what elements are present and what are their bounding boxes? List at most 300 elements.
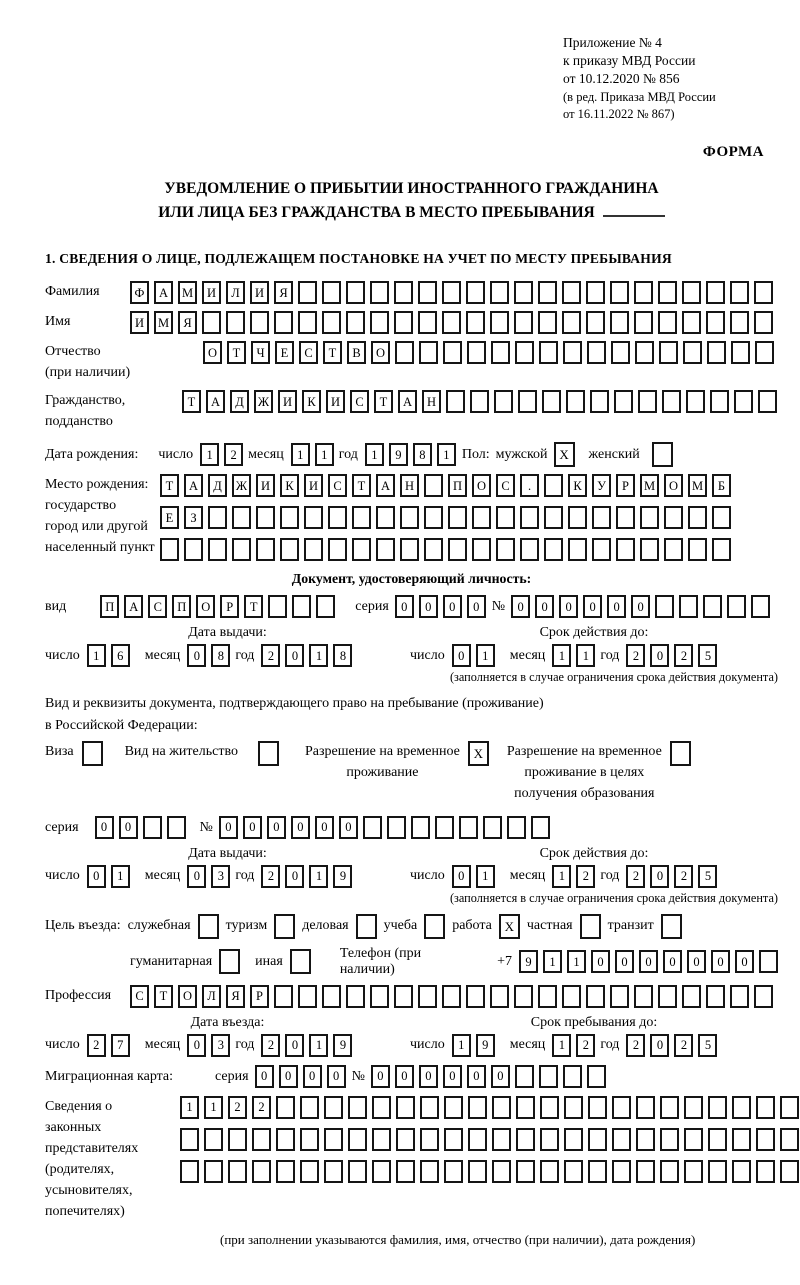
char-cell[interactable] bbox=[442, 985, 461, 1008]
char-cell[interactable] bbox=[467, 341, 486, 364]
char-cell[interactable] bbox=[202, 311, 221, 334]
char-cell[interactable]: И bbox=[130, 311, 149, 334]
char-cell[interactable] bbox=[298, 985, 317, 1008]
char-cell[interactable] bbox=[538, 281, 557, 304]
char-cell[interactable] bbox=[564, 1160, 583, 1183]
char-cell[interactable] bbox=[635, 341, 654, 364]
char-cell[interactable] bbox=[82, 741, 103, 766]
char-cell[interactable] bbox=[492, 1096, 511, 1119]
char-cell[interactable] bbox=[370, 985, 389, 1008]
char-cell[interactable]: М bbox=[688, 474, 707, 497]
char-cell[interactable]: Р bbox=[220, 595, 239, 618]
char-cell[interactable] bbox=[754, 985, 773, 1008]
char-cell[interactable] bbox=[363, 816, 382, 839]
char-cell[interactable] bbox=[652, 442, 673, 467]
char-cell[interactable]: 1 bbox=[476, 865, 495, 888]
char-cell[interactable]: 0 bbox=[650, 865, 669, 888]
char-cell[interactable]: А bbox=[184, 474, 203, 497]
char-cell[interactable]: 0 bbox=[219, 816, 238, 839]
char-cell[interactable] bbox=[516, 1160, 535, 1183]
char-cell[interactable] bbox=[610, 281, 629, 304]
char-cell[interactable]: 0 bbox=[663, 950, 682, 973]
char-cell[interactable]: 0 bbox=[711, 950, 730, 973]
char-cell[interactable] bbox=[418, 985, 437, 1008]
char-cell[interactable] bbox=[184, 538, 203, 561]
char-cell[interactable]: 5 bbox=[698, 1034, 717, 1057]
char-cell[interactable] bbox=[252, 1128, 271, 1151]
char-cell[interactable] bbox=[660, 1096, 679, 1119]
char-cell[interactable]: 1 bbox=[552, 865, 571, 888]
char-cell[interactable]: 0 bbox=[279, 1065, 298, 1088]
char-cell[interactable] bbox=[539, 341, 558, 364]
char-cell[interactable]: 0 bbox=[187, 1034, 206, 1057]
char-cell[interactable] bbox=[514, 311, 533, 334]
char-cell[interactable] bbox=[706, 311, 725, 334]
char-cell[interactable] bbox=[514, 281, 533, 304]
char-cell[interactable] bbox=[658, 281, 677, 304]
char-cell[interactable]: 3 bbox=[211, 865, 230, 888]
char-cell[interactable]: П bbox=[448, 474, 467, 497]
char-cell[interactable] bbox=[372, 1096, 391, 1119]
char-cell[interactable] bbox=[514, 985, 533, 1008]
char-cell[interactable] bbox=[636, 1128, 655, 1151]
char-cell[interactable] bbox=[446, 390, 465, 413]
char-cell[interactable] bbox=[634, 985, 653, 1008]
char-cell[interactable]: 1 bbox=[204, 1096, 223, 1119]
char-cell[interactable]: Л bbox=[202, 985, 221, 1008]
char-cell[interactable] bbox=[466, 311, 485, 334]
char-cell[interactable]: X bbox=[554, 442, 575, 467]
char-cell[interactable]: С bbox=[130, 985, 149, 1008]
char-cell[interactable]: А bbox=[154, 281, 173, 304]
char-cell[interactable] bbox=[730, 281, 749, 304]
char-cell[interactable] bbox=[732, 1096, 751, 1119]
char-cell[interactable] bbox=[640, 506, 659, 529]
char-cell[interactable] bbox=[679, 595, 698, 618]
char-cell[interactable] bbox=[491, 341, 510, 364]
char-cell[interactable]: 0 bbox=[395, 1065, 414, 1088]
char-cell[interactable] bbox=[346, 311, 365, 334]
char-cell[interactable]: 0 bbox=[491, 1065, 510, 1088]
char-cell[interactable] bbox=[710, 390, 729, 413]
char-cell[interactable] bbox=[492, 1160, 511, 1183]
char-cell[interactable] bbox=[670, 741, 691, 766]
char-cell[interactable] bbox=[396, 1128, 415, 1151]
char-cell[interactable] bbox=[424, 914, 445, 939]
char-cell[interactable] bbox=[322, 281, 341, 304]
char-cell[interactable]: Ф bbox=[130, 281, 149, 304]
char-cell[interactable]: 1 bbox=[437, 443, 456, 466]
char-cell[interactable] bbox=[256, 538, 275, 561]
char-cell[interactable] bbox=[686, 390, 705, 413]
char-cell[interactable] bbox=[610, 311, 629, 334]
char-cell[interactable]: А bbox=[398, 390, 417, 413]
char-cell[interactable] bbox=[435, 816, 454, 839]
char-cell[interactable] bbox=[611, 341, 630, 364]
char-cell[interactable]: П bbox=[172, 595, 191, 618]
char-cell[interactable] bbox=[472, 538, 491, 561]
char-cell[interactable] bbox=[706, 281, 725, 304]
char-cell[interactable] bbox=[300, 1096, 319, 1119]
char-cell[interactable] bbox=[612, 1128, 631, 1151]
char-cell[interactable]: 0 bbox=[119, 816, 138, 839]
char-cell[interactable] bbox=[707, 341, 726, 364]
char-cell[interactable] bbox=[531, 816, 550, 839]
char-cell[interactable]: 1 bbox=[315, 443, 334, 466]
char-cell[interactable]: Д bbox=[208, 474, 227, 497]
char-cell[interactable] bbox=[204, 1128, 223, 1151]
char-cell[interactable]: 2 bbox=[674, 1034, 693, 1057]
char-cell[interactable]: Я bbox=[226, 985, 245, 1008]
char-cell[interactable]: 1 bbox=[365, 443, 384, 466]
char-cell[interactable] bbox=[688, 538, 707, 561]
char-cell[interactable]: 0 bbox=[452, 644, 471, 667]
char-cell[interactable]: 0 bbox=[187, 865, 206, 888]
char-cell[interactable]: Л bbox=[226, 281, 245, 304]
char-cell[interactable] bbox=[346, 985, 365, 1008]
char-cell[interactable]: 0 bbox=[591, 950, 610, 973]
char-cell[interactable] bbox=[444, 1160, 463, 1183]
char-cell[interactable] bbox=[376, 506, 395, 529]
char-cell[interactable]: 2 bbox=[576, 865, 595, 888]
char-cell[interactable]: 3 bbox=[211, 1034, 230, 1057]
char-cell[interactable] bbox=[274, 985, 293, 1008]
char-cell[interactable] bbox=[655, 595, 674, 618]
char-cell[interactable]: 1 bbox=[476, 644, 495, 667]
char-cell[interactable] bbox=[564, 1096, 583, 1119]
char-cell[interactable] bbox=[268, 595, 287, 618]
char-cell[interactable]: 1 bbox=[200, 443, 219, 466]
char-cell[interactable]: 0 bbox=[243, 816, 262, 839]
char-cell[interactable]: Б bbox=[712, 474, 731, 497]
char-cell[interactable]: 6 bbox=[111, 644, 130, 667]
char-cell[interactable]: 2 bbox=[252, 1096, 271, 1119]
char-cell[interactable] bbox=[143, 816, 162, 839]
char-cell[interactable] bbox=[507, 816, 526, 839]
char-cell[interactable]: Я bbox=[178, 311, 197, 334]
char-cell[interactable] bbox=[298, 281, 317, 304]
char-cell[interactable] bbox=[592, 506, 611, 529]
char-cell[interactable] bbox=[780, 1096, 799, 1119]
char-cell[interactable]: 0 bbox=[419, 1065, 438, 1088]
char-cell[interactable]: X bbox=[499, 914, 520, 939]
char-cell[interactable] bbox=[494, 390, 513, 413]
char-cell[interactable] bbox=[588, 1128, 607, 1151]
char-cell[interactable]: О bbox=[178, 985, 197, 1008]
char-cell[interactable] bbox=[661, 914, 682, 939]
char-cell[interactable] bbox=[616, 506, 635, 529]
char-cell[interactable] bbox=[490, 281, 509, 304]
char-cell[interactable] bbox=[424, 474, 443, 497]
char-cell[interactable]: 9 bbox=[519, 950, 538, 973]
char-cell[interactable] bbox=[538, 311, 557, 334]
char-cell[interactable]: Т bbox=[227, 341, 246, 364]
char-cell[interactable]: 0 bbox=[291, 816, 310, 839]
char-cell[interactable] bbox=[444, 1096, 463, 1119]
char-cell[interactable] bbox=[706, 985, 725, 1008]
char-cell[interactable] bbox=[324, 1096, 343, 1119]
char-cell[interactable]: 2 bbox=[626, 644, 645, 667]
char-cell[interactable] bbox=[444, 1128, 463, 1151]
char-cell[interactable]: X bbox=[468, 741, 489, 766]
char-cell[interactable] bbox=[586, 281, 605, 304]
char-cell[interactable] bbox=[684, 1160, 703, 1183]
char-cell[interactable]: Я bbox=[274, 281, 293, 304]
char-cell[interactable] bbox=[370, 281, 389, 304]
char-cell[interactable]: 1 bbox=[552, 1034, 571, 1057]
char-cell[interactable] bbox=[280, 538, 299, 561]
char-cell[interactable] bbox=[316, 595, 335, 618]
char-cell[interactable] bbox=[614, 390, 633, 413]
char-cell[interactable] bbox=[420, 1128, 439, 1151]
char-cell[interactable] bbox=[703, 595, 722, 618]
char-cell[interactable] bbox=[660, 1160, 679, 1183]
char-cell[interactable] bbox=[198, 914, 219, 939]
char-cell[interactable] bbox=[712, 506, 731, 529]
char-cell[interactable] bbox=[610, 985, 629, 1008]
char-cell[interactable] bbox=[727, 595, 746, 618]
char-cell[interactable] bbox=[755, 341, 774, 364]
char-cell[interactable] bbox=[442, 281, 461, 304]
char-cell[interactable] bbox=[219, 949, 240, 974]
char-cell[interactable] bbox=[228, 1128, 247, 1151]
char-cell[interactable] bbox=[376, 538, 395, 561]
char-cell[interactable] bbox=[300, 1128, 319, 1151]
char-cell[interactable] bbox=[208, 538, 227, 561]
char-cell[interactable] bbox=[322, 985, 341, 1008]
char-cell[interactable]: С bbox=[328, 474, 347, 497]
char-cell[interactable] bbox=[520, 506, 539, 529]
char-cell[interactable] bbox=[418, 311, 437, 334]
char-cell[interactable]: 8 bbox=[333, 644, 352, 667]
char-cell[interactable] bbox=[443, 341, 462, 364]
char-cell[interactable] bbox=[564, 1128, 583, 1151]
char-cell[interactable]: 0 bbox=[187, 644, 206, 667]
char-cell[interactable]: Т bbox=[182, 390, 201, 413]
char-cell[interactable] bbox=[756, 1128, 775, 1151]
char-cell[interactable] bbox=[180, 1160, 199, 1183]
char-cell[interactable] bbox=[232, 506, 251, 529]
char-cell[interactable] bbox=[562, 311, 581, 334]
char-cell[interactable] bbox=[683, 341, 702, 364]
char-cell[interactable] bbox=[780, 1160, 799, 1183]
char-cell[interactable] bbox=[682, 281, 701, 304]
char-cell[interactable]: И bbox=[304, 474, 323, 497]
char-cell[interactable]: О bbox=[472, 474, 491, 497]
char-cell[interactable]: 0 bbox=[339, 816, 358, 839]
char-cell[interactable] bbox=[276, 1096, 295, 1119]
char-cell[interactable] bbox=[756, 1160, 775, 1183]
char-cell[interactable] bbox=[612, 1096, 631, 1119]
char-cell[interactable] bbox=[472, 506, 491, 529]
char-cell[interactable] bbox=[496, 506, 515, 529]
char-cell[interactable] bbox=[258, 741, 279, 766]
char-cell[interactable]: И bbox=[202, 281, 221, 304]
char-cell[interactable]: Ж bbox=[254, 390, 273, 413]
char-cell[interactable] bbox=[348, 1160, 367, 1183]
char-cell[interactable]: 0 bbox=[535, 595, 554, 618]
char-cell[interactable]: 1 bbox=[567, 950, 586, 973]
char-cell[interactable]: 0 bbox=[511, 595, 530, 618]
char-cell[interactable] bbox=[664, 538, 683, 561]
char-cell[interactable] bbox=[490, 985, 509, 1008]
char-cell[interactable]: 1 bbox=[309, 1034, 328, 1057]
char-cell[interactable]: 1 bbox=[576, 644, 595, 667]
char-cell[interactable]: 8 bbox=[413, 443, 432, 466]
char-cell[interactable] bbox=[540, 1128, 559, 1151]
char-cell[interactable] bbox=[448, 538, 467, 561]
char-cell[interactable]: 2 bbox=[261, 1034, 280, 1057]
char-cell[interactable] bbox=[754, 281, 773, 304]
char-cell[interactable] bbox=[208, 506, 227, 529]
char-cell[interactable] bbox=[468, 1096, 487, 1119]
char-cell[interactable]: И bbox=[326, 390, 345, 413]
char-cell[interactable]: О bbox=[371, 341, 390, 364]
char-cell[interactable] bbox=[396, 1096, 415, 1119]
char-cell[interactable] bbox=[658, 985, 677, 1008]
char-cell[interactable]: 5 bbox=[698, 865, 717, 888]
char-cell[interactable] bbox=[563, 341, 582, 364]
char-cell[interactable]: Т bbox=[160, 474, 179, 497]
char-cell[interactable]: К bbox=[280, 474, 299, 497]
char-cell[interactable] bbox=[756, 1096, 775, 1119]
char-cell[interactable] bbox=[400, 506, 419, 529]
char-cell[interactable]: 8 bbox=[211, 644, 230, 667]
char-cell[interactable]: 0 bbox=[631, 595, 650, 618]
char-cell[interactable] bbox=[664, 506, 683, 529]
char-cell[interactable]: 1 bbox=[180, 1096, 199, 1119]
char-cell[interactable] bbox=[588, 1096, 607, 1119]
char-cell[interactable] bbox=[304, 538, 323, 561]
char-cell[interactable] bbox=[419, 341, 438, 364]
char-cell[interactable]: С bbox=[350, 390, 369, 413]
char-cell[interactable]: 0 bbox=[315, 816, 334, 839]
char-cell[interactable] bbox=[540, 1160, 559, 1183]
char-cell[interactable] bbox=[418, 281, 437, 304]
char-cell[interactable]: К bbox=[302, 390, 321, 413]
char-cell[interactable] bbox=[587, 341, 606, 364]
char-cell[interactable]: 1 bbox=[543, 950, 562, 973]
char-cell[interactable] bbox=[658, 311, 677, 334]
char-cell[interactable] bbox=[228, 1160, 247, 1183]
char-cell[interactable] bbox=[759, 950, 778, 973]
char-cell[interactable]: У bbox=[592, 474, 611, 497]
char-cell[interactable] bbox=[442, 311, 461, 334]
char-cell[interactable] bbox=[544, 474, 563, 497]
char-cell[interactable] bbox=[542, 390, 561, 413]
char-cell[interactable] bbox=[328, 506, 347, 529]
char-cell[interactable] bbox=[780, 1128, 799, 1151]
char-cell[interactable] bbox=[592, 538, 611, 561]
char-cell[interactable]: 2 bbox=[87, 1034, 106, 1057]
char-cell[interactable]: 0 bbox=[467, 595, 486, 618]
char-cell[interactable] bbox=[226, 311, 245, 334]
char-cell[interactable] bbox=[250, 311, 269, 334]
char-cell[interactable] bbox=[160, 538, 179, 561]
char-cell[interactable] bbox=[300, 1160, 319, 1183]
char-cell[interactable] bbox=[348, 1096, 367, 1119]
char-cell[interactable] bbox=[751, 595, 770, 618]
char-cell[interactable] bbox=[540, 1096, 559, 1119]
char-cell[interactable]: Т bbox=[244, 595, 263, 618]
char-cell[interactable]: Р bbox=[250, 985, 269, 1008]
char-cell[interactable] bbox=[400, 538, 419, 561]
char-cell[interactable]: М bbox=[640, 474, 659, 497]
char-cell[interactable]: 0 bbox=[467, 1065, 486, 1088]
char-cell[interactable] bbox=[167, 816, 186, 839]
char-cell[interactable]: . bbox=[520, 474, 539, 497]
char-cell[interactable] bbox=[634, 311, 653, 334]
char-cell[interactable]: П bbox=[100, 595, 119, 618]
char-cell[interactable]: 0 bbox=[371, 1065, 390, 1088]
char-cell[interactable] bbox=[518, 390, 537, 413]
char-cell[interactable]: 2 bbox=[674, 644, 693, 667]
char-cell[interactable] bbox=[424, 538, 443, 561]
char-cell[interactable] bbox=[590, 390, 609, 413]
char-cell[interactable] bbox=[322, 311, 341, 334]
char-cell[interactable]: Т bbox=[374, 390, 393, 413]
char-cell[interactable]: 0 bbox=[95, 816, 114, 839]
char-cell[interactable] bbox=[708, 1096, 727, 1119]
char-cell[interactable] bbox=[662, 390, 681, 413]
char-cell[interactable]: 9 bbox=[389, 443, 408, 466]
char-cell[interactable] bbox=[232, 538, 251, 561]
char-cell[interactable]: 0 bbox=[615, 950, 634, 973]
char-cell[interactable] bbox=[544, 538, 563, 561]
char-cell[interactable]: 1 bbox=[111, 865, 130, 888]
char-cell[interactable]: 2 bbox=[228, 1096, 247, 1119]
char-cell[interactable]: 1 bbox=[87, 644, 106, 667]
char-cell[interactable]: О bbox=[203, 341, 222, 364]
char-cell[interactable]: Т bbox=[323, 341, 342, 364]
char-cell[interactable] bbox=[568, 538, 587, 561]
char-cell[interactable] bbox=[515, 1065, 534, 1088]
char-cell[interactable]: В bbox=[347, 341, 366, 364]
char-cell[interactable] bbox=[304, 506, 323, 529]
char-cell[interactable]: З bbox=[184, 506, 203, 529]
char-cell[interactable]: 1 bbox=[552, 644, 571, 667]
char-cell[interactable]: И bbox=[278, 390, 297, 413]
char-cell[interactable] bbox=[387, 816, 406, 839]
char-cell[interactable] bbox=[276, 1160, 295, 1183]
char-cell[interactable] bbox=[684, 1096, 703, 1119]
char-cell[interactable] bbox=[568, 506, 587, 529]
char-cell[interactable] bbox=[394, 311, 413, 334]
char-cell[interactable]: Д bbox=[230, 390, 249, 413]
char-cell[interactable]: 7 bbox=[111, 1034, 130, 1057]
char-cell[interactable] bbox=[730, 311, 749, 334]
char-cell[interactable] bbox=[490, 311, 509, 334]
char-cell[interactable] bbox=[538, 985, 557, 1008]
char-cell[interactable] bbox=[420, 1160, 439, 1183]
char-cell[interactable] bbox=[496, 538, 515, 561]
char-cell[interactable] bbox=[468, 1160, 487, 1183]
char-cell[interactable] bbox=[562, 985, 581, 1008]
char-cell[interactable]: 2 bbox=[261, 865, 280, 888]
char-cell[interactable]: Е bbox=[160, 506, 179, 529]
char-cell[interactable]: К bbox=[568, 474, 587, 497]
char-cell[interactable]: Н bbox=[422, 390, 441, 413]
char-cell[interactable]: С bbox=[148, 595, 167, 618]
char-cell[interactable] bbox=[348, 1128, 367, 1151]
char-cell[interactable]: 0 bbox=[650, 1034, 669, 1057]
char-cell[interactable]: 0 bbox=[559, 595, 578, 618]
char-cell[interactable] bbox=[290, 949, 311, 974]
char-cell[interactable]: А bbox=[124, 595, 143, 618]
char-cell[interactable]: 1 bbox=[309, 865, 328, 888]
char-cell[interactable]: С bbox=[496, 474, 515, 497]
char-cell[interactable] bbox=[688, 506, 707, 529]
